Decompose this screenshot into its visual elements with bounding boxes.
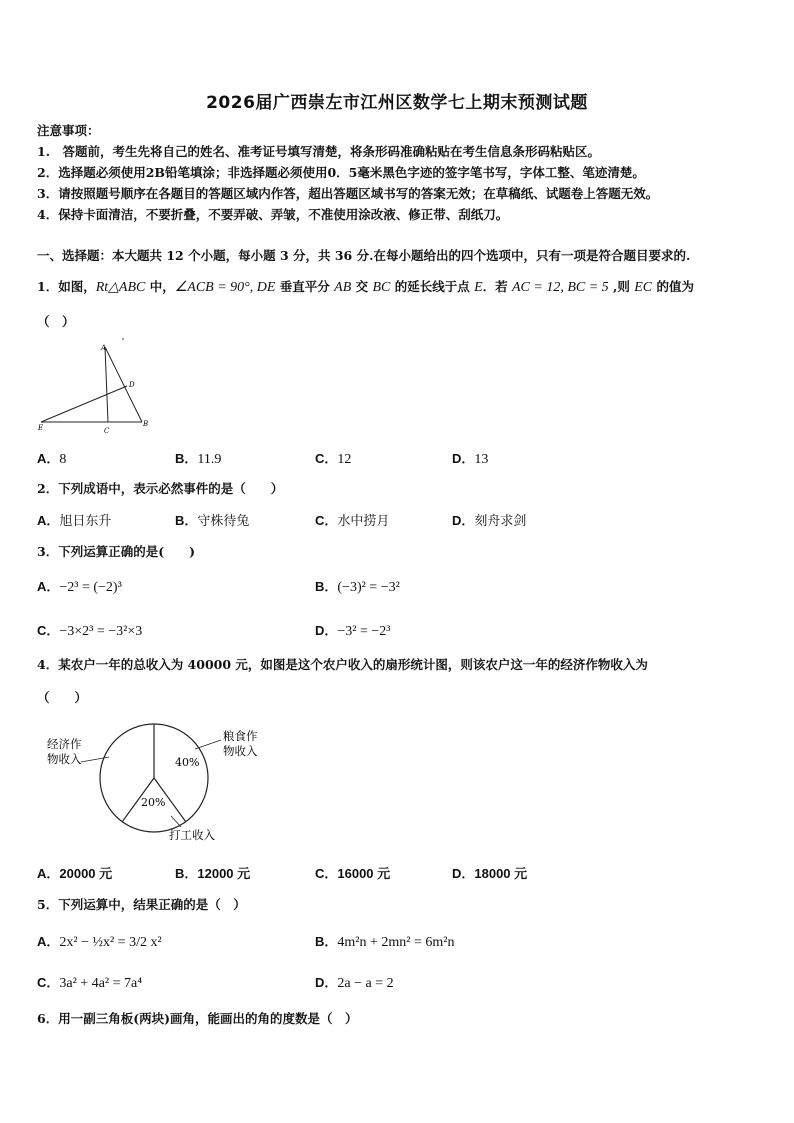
q5-option-a[interactable]: A．2x² − ½x² = 3/2 x²: [37, 934, 162, 950]
question-3-stem: 3．下列运算正确的是( ): [37, 544, 196, 559]
q3-option-d[interactable]: D．−3² = −2³: [315, 623, 391, 639]
pie-label-grain: 40%: [175, 756, 200, 769]
notice-item-3: 3．请按照题号顺序在各题目的答题区域内作答，超出答题区域书写的答案无效；在草稿纸、试题卷上答题无效。: [37, 186, 659, 201]
q1-option-d[interactable]: D．13: [452, 451, 489, 467]
q2-option-b[interactable]: B．守株待兔: [175, 513, 250, 529]
q4-option-b[interactable]: B．12000 元: [175, 866, 251, 881]
q4-option-c[interactable]: C．16000 元: [315, 866, 391, 881]
legend-econ-1: 经济作: [47, 737, 82, 751]
dot-mark: [122, 338, 124, 340]
page-title: 2026届广西崇左市江州区数学七上期末预测试题: [206, 93, 588, 113]
notice-item-2: 2．选择题必须使用2B铅笔填涂；非选择题必须使用0．5毫米黑色字迹的签字笔书写，字体工整、笔迹清楚。: [37, 165, 645, 180]
question-2-stem: 2．下列成语中，表示必然事件的是（ ）: [37, 481, 284, 496]
label-b: B: [143, 420, 149, 428]
question-6-stem: 6．用一副三角板(两块)画角，能画出的角的度数是（ ）: [37, 1011, 358, 1026]
q3-option-a[interactable]: A．−2³ = (−2)³: [37, 579, 122, 595]
triangle-figure: [35, 335, 160, 440]
question-5-stem: 5．下列运算中，结果正确的是（ ）: [37, 897, 246, 912]
pie-slices: [100, 724, 208, 832]
q4-option-a[interactable]: A．20000 元: [37, 866, 113, 881]
q2-option-d[interactable]: D．刻舟求剑: [452, 513, 527, 529]
q1-option-c[interactable]: C．12: [315, 451, 352, 467]
notice-item-1: 1. 答题前，考生先将自己的姓名、准考证号填写清楚，将条形码准确粘贴在考生信息条形码粘贴区。: [37, 144, 601, 159]
leader-work: [171, 816, 181, 827]
line-ed: [41, 386, 127, 422]
legend-grain-2: 物收入: [223, 744, 258, 758]
legend-work: 打工收入: [169, 828, 215, 842]
label-a: A: [101, 344, 107, 352]
q5-option-b[interactable]: B．4m²n + 2mn² = 6m²n: [315, 934, 455, 950]
legend-econ-2: 物收入: [47, 752, 82, 766]
notice-heading: 注意事项：: [37, 123, 100, 138]
q5-option-d[interactable]: D．2a − a = 2: [315, 975, 394, 991]
leader-econ: [81, 757, 109, 762]
q1-option-b[interactable]: B．11.9: [175, 451, 222, 467]
question-1-stem: 1．如图，Rt△ABC 中，∠ACB = 90°, DE 垂直平分 AB 交 BC 的延长线于点 E．若 AC = 12, BC = 5 ,则 EC 的值为: [37, 279, 694, 295]
question-4-stem: 4．某农户一年的总收入为 40000 元，如图是这个农户收入的扇形统计图，则该农户这一年的经济作物收入为: [37, 657, 648, 672]
line-ac: [105, 347, 108, 422]
line-ab: [105, 347, 142, 422]
q4-option-d[interactable]: D．18000 元: [452, 866, 528, 881]
label-e: E: [38, 424, 44, 432]
label-c: C: [104, 427, 110, 435]
q2-option-c[interactable]: C．水中捞月: [315, 513, 390, 529]
leader-grain: [195, 740, 221, 749]
pie-chart: [35, 715, 275, 845]
q1-option-a[interactable]: A．8: [37, 451, 67, 467]
legend-grain-1: 粮食作: [223, 729, 258, 743]
question-4-paren: （ ）: [37, 690, 88, 705]
question-1-paren: （ ）: [37, 314, 75, 329]
section-heading: 一、选择题：本大题共 12 个小题，每小题 3 分，共 36 分.在每小题给出的四个选项中，只有一项是符合题目要求的.: [37, 248, 691, 263]
q5-option-c[interactable]: C．3a² + 4a² = 7a⁴: [37, 975, 143, 991]
notice-item-4: 4．保持卡面清洁，不要折叠，不要弄破、弄皱，不准使用涂改液、修正带、刮纸刀。: [37, 207, 509, 222]
q2-option-a[interactable]: A．旭日东升: [37, 513, 112, 529]
label-d: D: [129, 381, 135, 389]
pie-label-work: 20%: [141, 796, 166, 809]
q3-option-b[interactable]: B．(−3)² = −3²: [315, 579, 400, 595]
q3-option-c[interactable]: C．−3×2³ = −3²×3: [37, 623, 143, 639]
